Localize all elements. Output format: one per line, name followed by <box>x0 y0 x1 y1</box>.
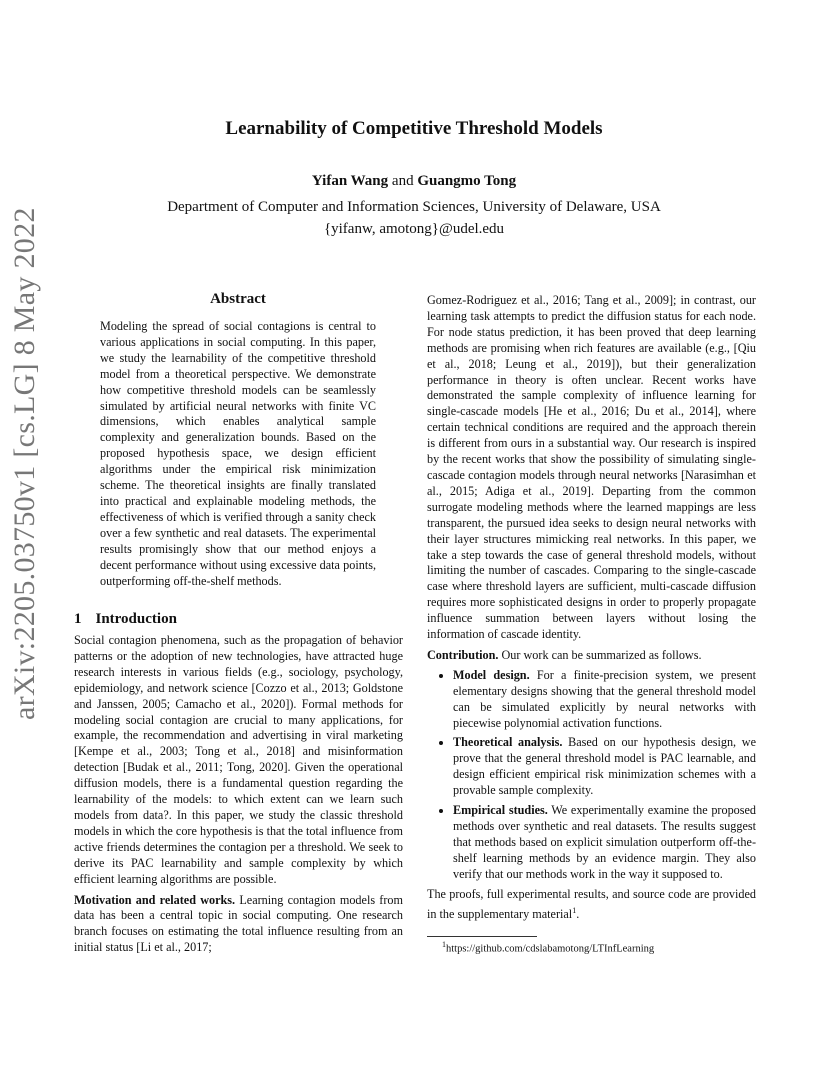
bullet-heading: Model design. <box>453 667 530 682</box>
bullet-heading: Empirical studies. <box>453 803 548 818</box>
list-item <box>453 668 756 732</box>
paragraph-text: Our work can be summarized as follows. <box>498 647 702 662</box>
related-work-paragraph: Gomez-Rodriguez et al., 2016; Tang et al., 2009]; in contrast, our learning task attempts to predict the diffusion status for each node. For node status prediction, it has been proved that deep learning methods are promising when rich features are available (e.g., [Qiu et al., 2018; Leung et al., 2019]), but their generalization performance in theory is often unclear. Recent works have demonstrated the sample complexity of influence learning for single-cascade models [He et al., 2016; Du et al., 2014], where certain technical conditions are required and the approach therein is different from ours in a substantial way. Our research is inspired by the recent works that show the possibility of simulating single-cascade contagion models through neural networks [Narasimhan et al., 2015; Adiga et al., 2019]. Departing from the common surrogate modeling methods where the learned mappings are less transparent, the pursued idea seeks to design neural networks with their layer structures mimicking real networks. In this paper, we take a step towards the case of general threshold models, without limiting the number of cascades. Comparing to the single-cascade case where threshold layers are sufficient, multi-cascade diffusion requires more sophisticated designs in order to properly propagate influence summation between layers without losing the information of cascade identity. <box>427 293 756 642</box>
author-name: Guangmo Tong <box>417 173 517 189</box>
right-column <box>427 293 756 923</box>
bullet-text: For a finite-precision system, we present elementary designs showing that the general threshold model can be simulated explicitly by neural networks with piecewise polynomial activation functions. <box>453 667 756 730</box>
affiliation <box>0 196 828 240</box>
list-item <box>453 803 756 883</box>
list-item <box>453 735 756 799</box>
section-number: 1 <box>74 611 82 627</box>
paragraph-text: Learning contagion models from data has been a central topic in social computing. One research branch focuses on estimating the total influence resulting from an initial status [Li et al., 2017; <box>74 892 403 955</box>
paragraph-heading: Contribution. <box>427 647 499 662</box>
intro-paragraph: Social contagion phenomena, such as the propagation of behavior patterns or the adoption of new technologies, have attracted huge research interests in various fields (e.g., sociology, psychology, epidemiology, and network science [Cozzo et al., 2013; Goldstone and Janssen, 2005; Camacho et al., 2020]). Formal methods for modeling social contagion are crucial to many applications, for example, the recommendation and advertising in viral marketing [Kempe et al., 2003; Tong et al., 2018] and misinformation detection [Budak et al., 2011; Tong, 2020]. Given the operational diffusion models, there is a fundamental question regarding the learnability of the models: to which extent can we learn such models from data?. In this paper, we study the classic threshold models in which the core hypothesis is that the total influence from active friends determines the contagion per a threshold. We seek to derive its PAC learnability and sample complexity by which efficient learning algorithms are possible. <box>74 633 403 886</box>
section-title: Introduction <box>95 611 177 627</box>
abstract-heading: Abstract <box>210 291 266 307</box>
footnote-divider <box>427 936 537 937</box>
left-column <box>74 633 403 956</box>
paragraph-heading: Motivation and related works. <box>74 892 236 907</box>
contribution-paragraph <box>427 648 756 664</box>
author-name: Yifan Wang <box>311 173 389 189</box>
section-heading <box>74 611 177 628</box>
footnote-number: 1 <box>442 940 446 949</box>
motivation-paragraph <box>74 893 403 957</box>
closing-text: The proofs, full experimental results, and source code are provided in the supplementary material <box>427 886 756 921</box>
email-text: {yifanw, amotong}@udel.edu <box>323 221 505 237</box>
arxiv-sidebar-id: arXiv:2205.03750v1 [cs.LG] 8 May 2022 <box>8 207 41 720</box>
paper-title: Learnability of Competitive Threshold Models <box>225 118 603 139</box>
bullet-text: Based on our hypothesis design, we prove that the general threshold model is PAC learnable, and design efficient empirical risk minimization schemes with a provable sample complexity. <box>453 735 756 798</box>
footnote <box>442 940 654 955</box>
contribution-list <box>427 668 756 883</box>
closing-paragraph <box>427 887 756 923</box>
bullet-text: We experimentally examine the proposed methods over synthetic and real datasets. The results suggest that methods based on explicit simulation outperform off-the-shelf learning methods by an evidence margin. They also verify that our methods work in the way it supposed to. <box>453 803 756 881</box>
author-line <box>0 173 828 190</box>
closing-period: . <box>576 906 580 921</box>
footnote-link[interactable]: https://github.com/cdslabamotong/LTInfLearning <box>446 943 655 955</box>
footnote-marker: 1 <box>572 905 577 915</box>
abstract-body: Modeling the spread of social contagions is central to various applications in social computing. In this paper, we study the learnability of the competitive threshold model from a theoretical perspective. We demonstrate how competitive threshold models can be seamlessly simulated by artificial neural networks with finite VC dimensions, which enables analytical sample complexity and generalization bounds. Based on the proposed hypothesis space, we design efficient algorithms under the empirical risk minimization scheme. The theoretical insights are finally translated into practical and explainable modeling methods, the effectiveness of which is verified through a sanity check over a few synthetic and real datasets. The experimental results promisingly show that our method enjoys a decent performance without using excessive data points, outperforming off-the-shelf methods. <box>100 319 376 588</box>
affiliation-text: Department of Computer and Information Sciences, University of Delaware, USA <box>167 199 661 215</box>
author-separator: and <box>391 173 414 189</box>
bullet-heading: Theoretical analysis. <box>453 735 563 750</box>
